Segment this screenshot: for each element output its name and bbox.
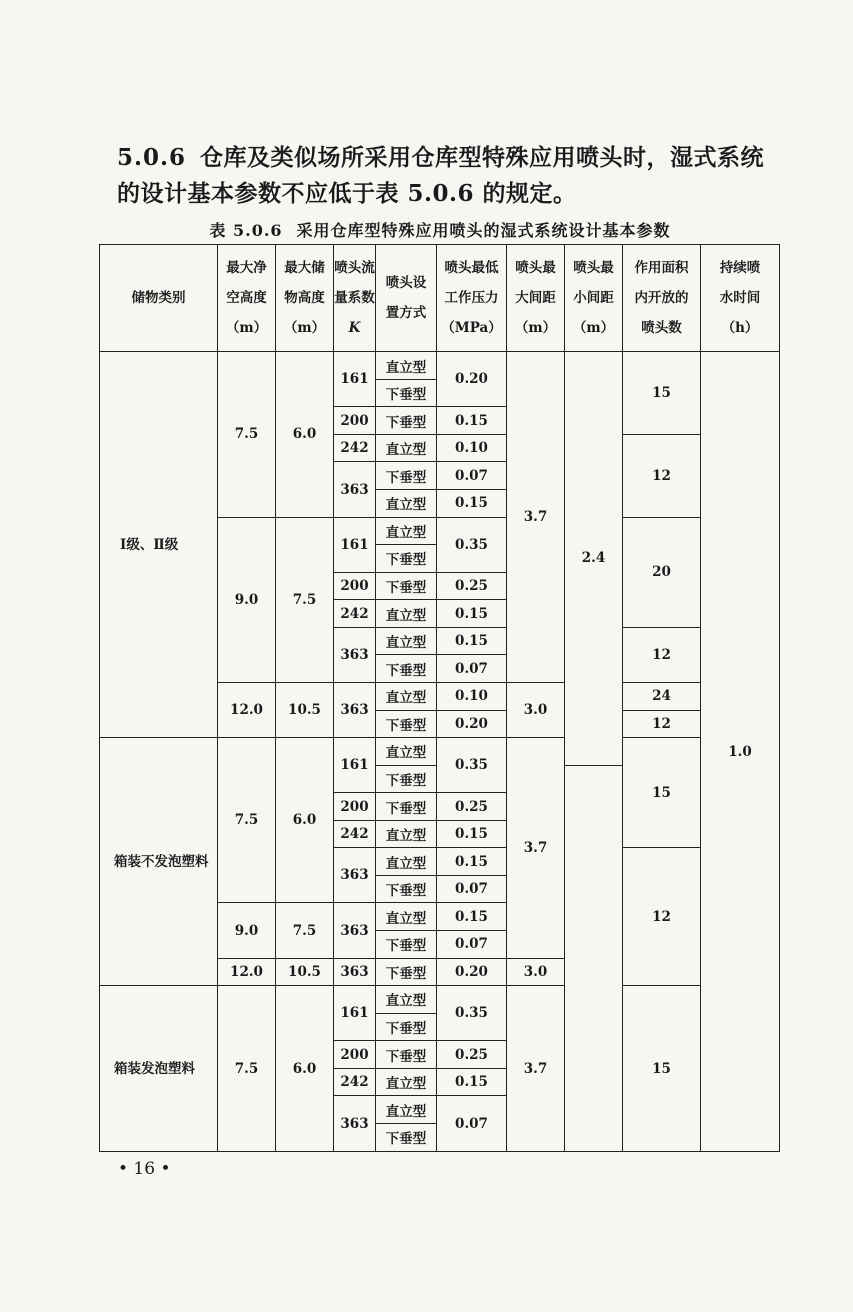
storage-height-cell: 7.5 (276, 903, 334, 958)
k-value-cell: 200 (334, 407, 376, 435)
k-value-cell: 200 (334, 793, 376, 821)
k-value-cell: 363 (334, 627, 376, 682)
arrangement-cell: 直立型 (376, 517, 437, 545)
pressure-cell: 0.07 (437, 462, 507, 490)
arrangement-cell: 直立型 (376, 434, 437, 462)
storage-height-cell: 7.5 (276, 517, 334, 682)
pressure-cell: 0.15 (437, 820, 507, 848)
k-value-cell: 200 (334, 1041, 376, 1069)
heads-open-cell: 15 (623, 738, 701, 848)
arrangement-cell: 直立型 (376, 600, 437, 628)
table-caption-title: 采用仓库型特殊应用喷头的湿式系统设计基本参数 (296, 221, 671, 240)
section-paragraph (117, 140, 777, 212)
arrangement-cell: 下垂型 (376, 958, 437, 986)
table-row (100, 986, 780, 1014)
heads-open-cell: 12 (623, 434, 701, 517)
arrangement-cell: 直立型 (376, 1096, 437, 1124)
max-spacing-cell: 3.7 (507, 352, 565, 683)
arrangement-cell: 直立型 (376, 820, 437, 848)
category-cell: 箱装不发泡塑料 (100, 738, 218, 986)
header-duration: 持续喷 水时间 （h） (701, 245, 780, 352)
pressure-cell: 0.15 (437, 1068, 507, 1096)
k-value-cell: 161 (334, 352, 376, 407)
table-row (100, 352, 780, 380)
k-value-cell: 363 (334, 462, 376, 517)
max-spacing-cell: 3.7 (507, 986, 565, 1152)
pressure-cell: 0.15 (437, 490, 507, 518)
pressure-cell: 0.35 (437, 517, 507, 572)
arrangement-cell: 直立型 (376, 1068, 437, 1096)
k-value-cell: 242 (334, 1068, 376, 1096)
storage-height-cell: 6.0 (276, 352, 334, 517)
pressure-cell: 0.10 (437, 682, 507, 710)
pressure-cell: 0.25 (437, 572, 507, 600)
k-value-cell: 200 (334, 572, 376, 600)
heads-open-cell: 15 (623, 986, 701, 1152)
pressure-cell: 0.20 (437, 352, 507, 407)
storage-height-cell: 10.5 (276, 958, 334, 986)
arrangement-cell: 下垂型 (376, 1041, 437, 1069)
k-value-cell: 363 (334, 848, 376, 903)
pressure-cell: 0.25 (437, 793, 507, 821)
arrangement-cell: 下垂型 (376, 875, 437, 903)
header-row (100, 245, 780, 352)
max-spacing-cell: 3.0 (507, 958, 565, 986)
clear-height-cell: 7.5 (218, 986, 276, 1152)
clear-height-cell: 12.0 (218, 682, 276, 737)
pressure-cell: 0.07 (437, 1096, 507, 1152)
pressure-cell: 0.35 (437, 986, 507, 1041)
clear-height-cell: 7.5 (218, 738, 276, 903)
pressure-cell: 0.07 (437, 875, 507, 903)
category-cell: Ⅰ级、Ⅱ级 (100, 352, 218, 738)
table-caption-number: 表 5.0.6 (209, 221, 283, 240)
heads-open-cell: 15 (623, 352, 701, 435)
duration-cell: 1.0 (701, 352, 780, 1152)
k-value-cell: 161 (334, 986, 376, 1041)
pressure-cell: 0.10 (437, 434, 507, 462)
header-category: 储物类别 (100, 245, 218, 352)
header-pressure: 喷头最低 工作压力 （MPa） (437, 245, 507, 352)
header-storage-height: 最大储 物高度 （m） (276, 245, 334, 352)
parameter-table (99, 244, 780, 1152)
storage-height-cell: 10.5 (276, 682, 334, 737)
heads-open-cell: 12 (623, 710, 701, 738)
pressure-cell: 0.35 (437, 738, 507, 793)
arrangement-cell: 直立型 (376, 627, 437, 655)
k-value-cell: 363 (334, 1096, 376, 1152)
k-value-cell: 161 (334, 517, 376, 572)
section-number: 5.0.6 (117, 144, 187, 171)
clear-height-cell: 9.0 (218, 903, 276, 958)
pressure-cell: 0.15 (437, 848, 507, 876)
clear-height-cell: 12.0 (218, 958, 276, 986)
arrangement-cell: 直立型 (376, 848, 437, 876)
pressure-cell: 0.20 (437, 958, 507, 986)
k-value-cell: 242 (334, 434, 376, 462)
clear-height-cell: 9.0 (218, 517, 276, 682)
arrangement-cell: 直立型 (376, 986, 437, 1014)
max-spacing-cell: 3.7 (507, 738, 565, 959)
arrangement-cell: 下垂型 (376, 765, 437, 793)
k-value-cell: 363 (334, 682, 376, 737)
min-spacing-cell (565, 765, 623, 1151)
table-caption (100, 218, 780, 241)
section-text: 仓库及类似场所采用仓库型特殊应用喷头时，湿式系统的设计基本参数不应低于表 5.0.6 的规定。 (117, 144, 765, 207)
table-row (100, 738, 780, 766)
arrangement-cell: 下垂型 (376, 1123, 437, 1151)
header-min-spacing: 喷头最 小间距 （m） (565, 245, 623, 352)
max-spacing-cell: 3.0 (507, 682, 565, 737)
k-value-cell: 363 (334, 903, 376, 958)
arrangement-cell: 下垂型 (376, 462, 437, 490)
k-value-cell: 242 (334, 820, 376, 848)
pressure-cell: 0.15 (437, 407, 507, 435)
pressure-cell: 0.15 (437, 600, 507, 628)
heads-open-cell: 12 (623, 627, 701, 682)
k-value-cell: 363 (334, 958, 376, 986)
k-value-cell: 161 (334, 738, 376, 793)
arrangement-cell: 直立型 (376, 903, 437, 931)
k-value-cell: 242 (334, 600, 376, 628)
pressure-cell: 0.07 (437, 931, 507, 959)
arrangement-cell: 直立型 (376, 490, 437, 518)
clear-height-cell: 7.5 (218, 352, 276, 517)
heads-open-cell: 20 (623, 517, 701, 627)
arrangement-cell: 下垂型 (376, 572, 437, 600)
arrangement-cell: 直立型 (376, 352, 437, 380)
arrangement-cell: 下垂型 (376, 545, 437, 573)
header-heads-open: 作用面积 内开放的 喷头数 (623, 245, 701, 352)
storage-height-cell: 6.0 (276, 986, 334, 1152)
arrangement-cell: 下垂型 (376, 379, 437, 407)
arrangement-cell: 下垂型 (376, 655, 437, 683)
category-cell: 箱装发泡塑料 (100, 986, 218, 1152)
arrangement-cell: 下垂型 (376, 407, 437, 435)
arrangement-cell: 下垂型 (376, 710, 437, 738)
arrangement-cell: 下垂型 (376, 931, 437, 959)
header-k-factor: 喷头流 量系数 K (334, 245, 376, 352)
arrangement-cell: 下垂型 (376, 793, 437, 821)
heads-open-cell: 24 (623, 682, 701, 710)
arrangement-cell: 直立型 (376, 682, 437, 710)
header-arrangement: 喷头设 置方式 (376, 245, 437, 352)
pressure-cell: 0.15 (437, 903, 507, 931)
pressure-cell: 0.15 (437, 627, 507, 655)
arrangement-cell: 下垂型 (376, 1013, 437, 1041)
min-spacing-cell: 2.4 (565, 352, 623, 765)
pressure-cell: 0.07 (437, 655, 507, 683)
header-clear-height: 最大净 空高度 （m） (218, 245, 276, 352)
storage-height-cell: 6.0 (276, 738, 334, 903)
page-number: • 16 • (118, 1159, 171, 1179)
pressure-cell: 0.25 (437, 1041, 507, 1069)
arrangement-cell: 直立型 (376, 738, 437, 766)
heads-open-cell: 12 (623, 848, 701, 986)
pressure-cell: 0.20 (437, 710, 507, 738)
header-max-spacing: 喷头最 大间距 （m） (507, 245, 565, 352)
